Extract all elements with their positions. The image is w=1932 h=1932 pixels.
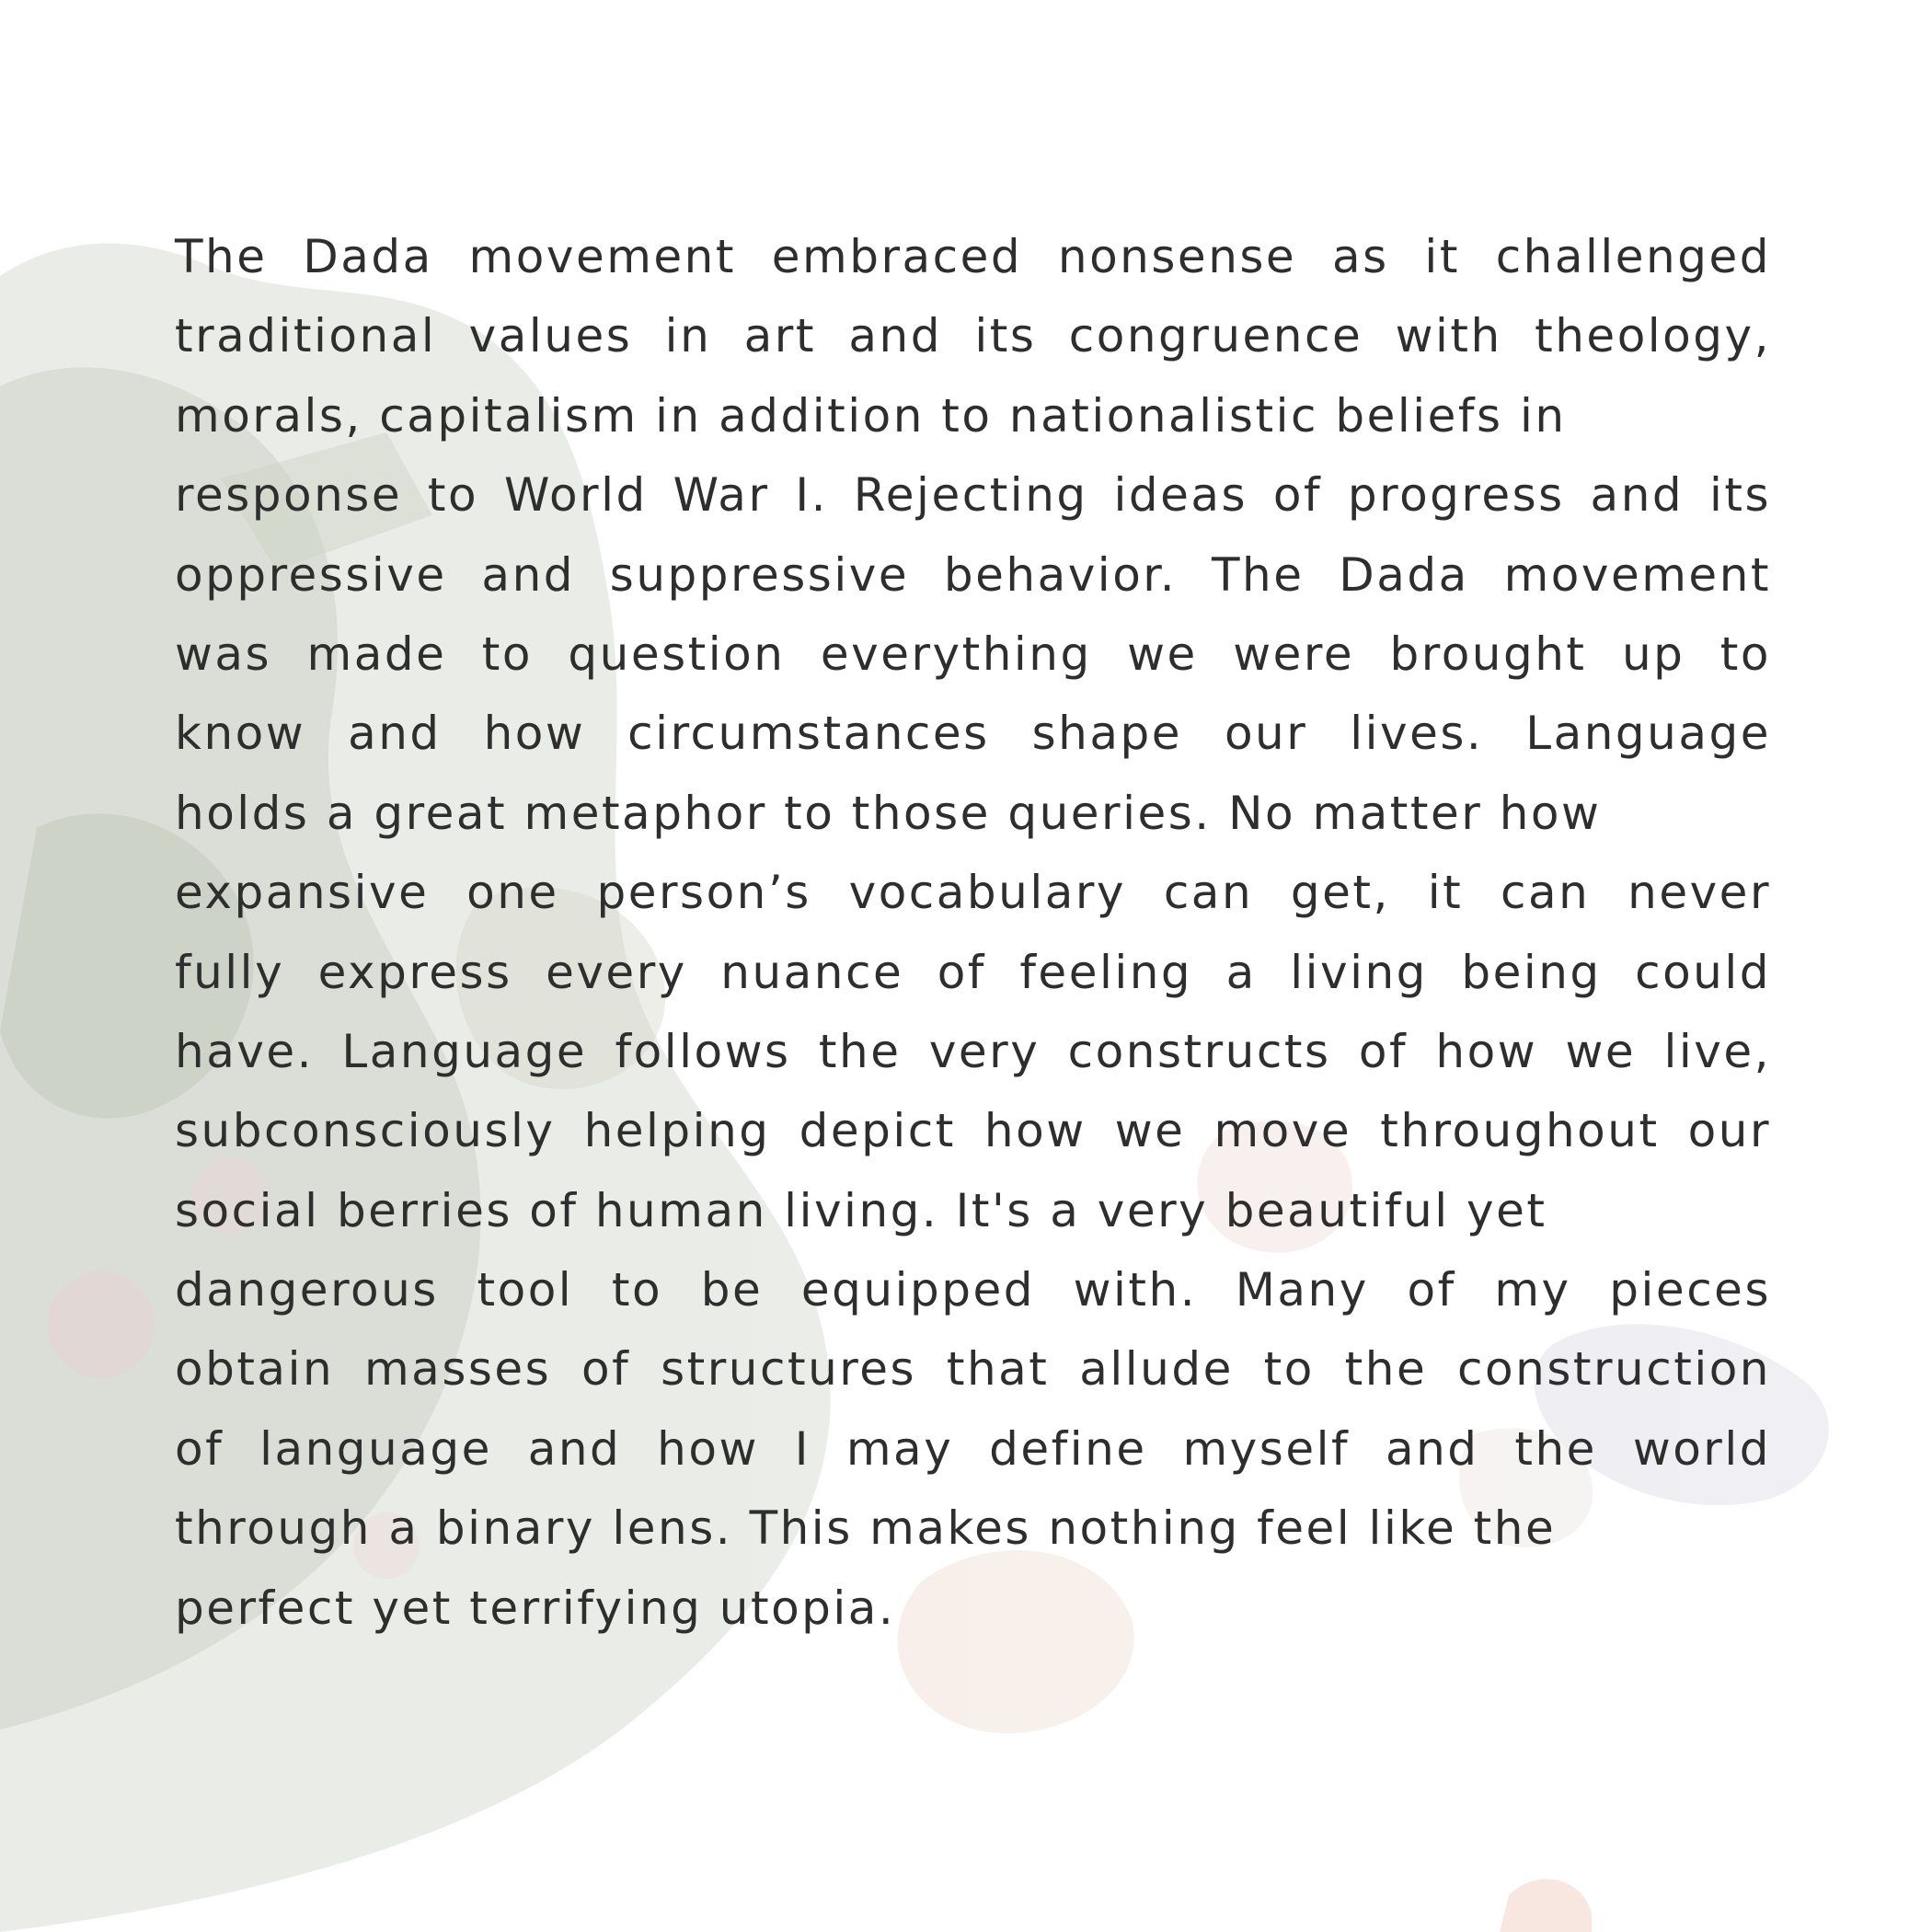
essay-line-14: dangerous tool to be equipped with. Many of my pieces [175, 1263, 1771, 1317]
essay-line-3: morals, capitalism in addition to nationalistic beliefs in [175, 388, 1567, 443]
essay-line-5: oppressive and suppressive behavior. The Dada movement [175, 547, 1771, 602]
essay-line-18: perfect yet terrifying utopia. [175, 1581, 896, 1635]
essay-line-2: traditional values in art and its congruence with theology, [175, 309, 1771, 363]
essay-line-11: have. Language follows the very constructs of how we live, [175, 1024, 1771, 1078]
essay-line-15: obtain masses of structures that allude to the construction [175, 1342, 1771, 1397]
essay-line-17: through a binary lens. This makes nothing feel like the [175, 1501, 1557, 1556]
essay-line-8: holds a great metaphor to those queries. No matter how [175, 786, 1602, 840]
essay-line-7: know and how circumstances shape our lives. Language [175, 707, 1771, 761]
essay-line-13: social berries of human living. It's a very beautiful yet [175, 1183, 1547, 1237]
essay-line-4: response to World War I. Rejecting ideas of progress and its [175, 468, 1771, 523]
essay-line-6: was made to question everything we were brought up to [175, 627, 1771, 681]
essay-text-block [175, 217, 1771, 1648]
essay-line-1: The Dada movement embraced nonsense as it challenged [175, 230, 1771, 283]
essay-line-9: expansive one person’s vocabulary can get, it can never [175, 866, 1771, 920]
essay-line-16: of language and how I may define myself and the world [175, 1421, 1771, 1476]
essay-line-12: subconsciously helping depict how we move throughout our [175, 1104, 1771, 1158]
essay-line-10: fully express every nuance of feeling a living being could [175, 945, 1771, 999]
